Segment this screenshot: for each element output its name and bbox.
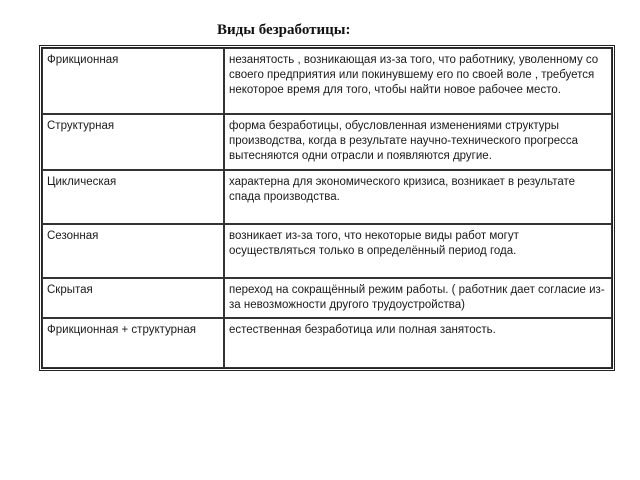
description-cell: форма безработицы, обусловленная изменениями структуры производства, когда в результате научно-технического прогресса вытесняются одни отрасли и появляются другие. [224,114,612,170]
description-cell: возникает из-за того, что некоторые виды работ могут осуществляться только в определённый период года. [224,224,612,278]
type-cell: Структурная [42,114,224,170]
description-cell: характерна для экономического кризиса, возникает в результате спада производства. [224,170,612,224]
type-cell: Фрикционная + структурная [42,318,224,368]
type-cell: Сезонная [42,224,224,278]
unemployment-types-table [41,47,613,369]
table-row [42,224,612,278]
description-cell: естественная безработица или полная занятость. [224,318,612,368]
type-cell: Циклическая [42,170,224,224]
table-row [42,114,612,170]
page-title: Виды безработицы: [217,22,351,38]
table-row [42,278,612,318]
description-cell: переход на сокращённый режим работы. ( работник дает согласие из-за невозможности другого трудоустройства) [224,278,612,318]
type-cell: Фрикционная [42,48,224,114]
table-row [42,318,612,368]
table-row [42,48,612,114]
table-row [42,170,612,224]
description-cell: незанятость , возникающая из-за того, что работнику, уволенному со своего предприятия или покинувшему его по своей воле , требуется некоторое время для того, чтобы найти новое рабочее место. [224,48,612,114]
type-cell: Скрытая [42,278,224,318]
